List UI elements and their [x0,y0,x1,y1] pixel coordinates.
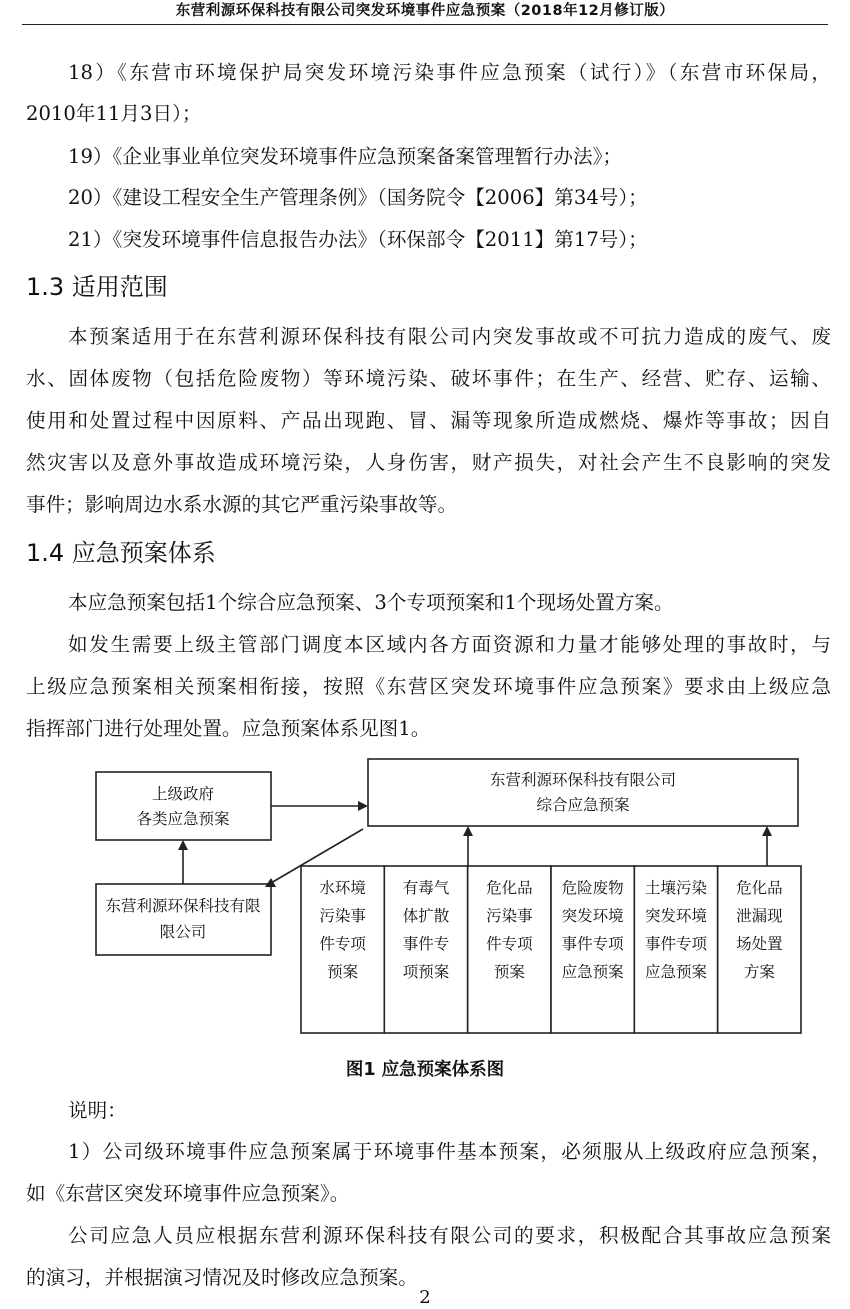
sub-plan-box-line: 事件专项 [644,935,708,953]
reference-21: 21）《突发环境事件信息报告办法》（环保部令【2011】第17号）； [68,228,648,251]
company-box [96,884,271,955]
plan-system-paragraph-2-line: 指挥部门进行处理处置。应急预案体系见图1。 [26,717,431,740]
notes-title: 说明： [68,1099,127,1122]
gov-box-line: 上级政府 [151,785,215,803]
sub-plan-box-line: 方案 [743,963,775,981]
gov-plan-box [96,772,271,840]
sub-plan-box-line: 危化品 [736,879,783,897]
company-box-line: 限公司 [159,923,207,941]
arrowhead [762,826,772,836]
note-2-line: 的演习，并根据演习情况及时修改应急预案。 [26,1266,418,1289]
sub-plan-box-line: 事件专项 [561,935,624,953]
sub-plan-box-line: 件专项 [486,935,533,953]
plan-system-paragraph-1: 本应急预案包括1个综合应急预案、3个专项预案和1个现场处置方案。 [68,591,674,614]
sub-plan-box-line: 有毒气 [402,879,450,897]
note-1-line: 1）公司级环境事件应急预案属于环境事件基本预案，必须服从上级政府应急预案， [68,1140,831,1163]
plan-system-paragraph-2-line: 上级应急预案相关预案相衔接，按照《东营区突发环境事件应急预案》要求由上级应急 [26,675,831,698]
sub-plan-box-line: 应急预案 [561,963,624,981]
page-header: 东营利源环保科技有限公司突发环境事件应急预案（2018年12月修订版） [22,0,828,25]
plan-system-paragraph-2-line: 如发生需要上级主管部门调度本区域内各方面资源和力量才能够处理的事故时，与 [68,633,831,656]
arrowhead [358,801,368,811]
scope-paragraph-line: 事件；影响周边水系水源的其它严重污染事故等。 [26,493,458,516]
sub-plan-box-line: 危化品 [486,879,533,897]
sub-plan-box-line: 事件专 [402,935,450,953]
sub-plan-box-line: 场处置 [736,935,783,953]
sub-plan-box-line: 土壤污染 [644,879,708,897]
scope-paragraph-line: 水、固体废物（包括危险废物）等环境污染、破坏事件；在生产、经营、贮存、运输、 [26,367,831,390]
sub-plan-box-line: 预案 [327,963,359,981]
reference-19: 19）《企业事业单位突发环境事件应急预案备案管理暂行办法》； [68,145,622,168]
sub-plan-box-line: 预案 [493,963,525,981]
scope-paragraph-line: 然灾害以及意外事故造成环境污染，人身伤害，财产损失，对社会产生不良影响的突发 [26,451,831,474]
sub-plan-box-line: 污染事 [486,907,533,925]
sub-plan-box-line: 体扩散 [402,907,450,925]
arrowhead [265,878,276,887]
arrowhead [463,826,473,836]
page-number: 2 [419,1287,431,1308]
reference-20: 20）《建设工程安全生产管理条例》（国务院令【2006】第34号）； [68,186,648,209]
sub-plan-box-line: 污染事 [319,907,366,925]
company-box-line: 东营利源环保科技有限 [105,897,261,915]
emergency-plan-system-diagram [0,740,850,1040]
main-box-line: 东营利源环保科技有限公司 [489,771,677,789]
sub-plan-box-line: 件专项 [319,935,366,953]
section-heading-plan-system: 1.4 应急预案体系 [26,539,216,567]
reference-18-line-2: 2010年11月3日）； [26,102,202,125]
sub-plan-box-line: 危险废物 [561,879,624,897]
sub-plan-box-line: 应急预案 [644,963,708,981]
main-box-line: 综合应急预案 [536,796,630,814]
comprehensive-plan-box [368,759,798,826]
sub-plan-boxes [301,866,801,1033]
sub-plan-box-line: 突发环境 [561,907,624,925]
reference-18-line-1: 18）《东营市环境保护局突发环境污染事件应急预案（试行）》（东营市环保局， [68,61,831,84]
scope-paragraph-line: 本预案适用于在东营利源环保科技有限公司内突发事故或不可抗力造成的废气、废 [68,325,831,348]
note-2-line: 公司应急人员应根据东营利源环保科技有限公司的要求，积极配合其事故应急预案 [68,1224,831,1247]
sub-plan-box-line: 突发环境 [644,907,708,925]
section-heading-scope: 1.3 适用范围 [26,273,168,301]
gov-box-line: 各类应急预案 [136,810,230,828]
sub-plan-box-line: 项预案 [402,963,450,981]
sub-plan-box-line: 泄漏现 [736,907,783,925]
scope-paragraph-line: 使用和处置过程中因原料、产品出现跑、冒、漏等现象所造成燃烧、爆炸等事故；因自 [26,409,831,432]
sub-plan-box-line: 水环境 [319,879,366,897]
arrowhead [178,840,188,850]
note-1-line: 如《东营区突发环境事件应急预案》。 [26,1182,350,1205]
figure-caption: 图1 应急预案体系图 [345,1060,505,1080]
